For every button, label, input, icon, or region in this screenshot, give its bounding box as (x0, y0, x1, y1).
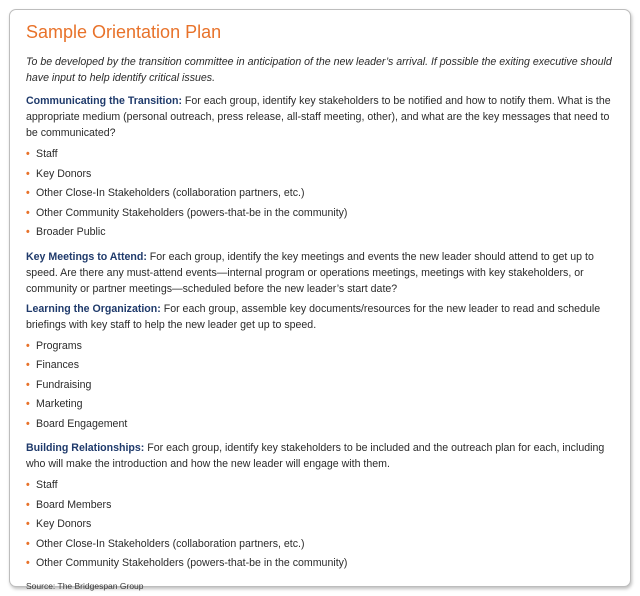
panel-content (26, 21, 618, 592)
section-heading: Key Meetings to Attend: (26, 250, 147, 263)
list-item (26, 415, 618, 435)
list-item (26, 376, 618, 396)
section-body: For each group, identify key stakeholders to be notified and how to notify them. What is the appropriate medium (personal outreach, press release, all-staff meeting, other), and what are the key messages that need to be communicated? (26, 95, 611, 139)
section-paragraph (26, 93, 618, 141)
list-item-label: Finances (36, 359, 79, 371)
bullet-icon: • (26, 557, 30, 569)
bullet-icon: • (26, 339, 30, 352)
section-paragraph (26, 249, 618, 297)
bullet-icon: • (26, 378, 30, 391)
bullet-icon: • (26, 417, 30, 430)
list-item-label: Marketing (36, 398, 83, 410)
list-item-label: Key Donors (36, 167, 92, 180)
bullet-icon: • (26, 148, 30, 160)
bullet-icon: • (26, 359, 30, 371)
bullet-icon: • (26, 498, 30, 511)
list-item (26, 184, 618, 204)
bullet-icon: • (26, 518, 30, 530)
section-paragraph (26, 440, 618, 472)
list-item (26, 165, 618, 185)
bullet-list (26, 476, 618, 574)
list-item-label: Staff (36, 148, 58, 160)
list-item-label: Other Close-In Stakeholders (collaboration partners, etc.) (36, 187, 305, 199)
section-body: For each group, identify the key meetings and events the new leader should attend to get up to speed. Are there any must-attend events—internal program or operations meetings, meetings with key stakeholders, or community or partner meetings—scheduled before the new leader’s start date? (26, 250, 594, 295)
list-item (26, 204, 618, 224)
bullet-icon: • (26, 167, 30, 180)
list-item-label: Key Donors (36, 518, 92, 530)
bullet-icon: • (26, 226, 30, 238)
bullet-list (26, 145, 618, 243)
source-note: Source: The Bridgespan Group (26, 580, 144, 591)
page-title: Sample Orientation Plan (26, 22, 222, 42)
section-body: For each group, assemble key documents/resources for the new leader to read and schedule briefings with key staff to help the new leader get up to speed. (26, 302, 601, 331)
orientation-plan-panel (9, 9, 631, 591)
bullet-icon: • (26, 479, 30, 491)
bullet-list (26, 337, 618, 435)
list-item-label: Fundraising (36, 378, 92, 391)
bullet-icon: • (26, 206, 30, 219)
list-item-label: Board Members (36, 498, 112, 511)
list-item (26, 337, 618, 357)
intro-text: To be developed by the transition committee in anticipation of the new leader’s arrival. If possible the exiting executive should have input to help identify critical issues. (26, 56, 612, 84)
list-item (26, 395, 618, 415)
section-heading: Learning the Organization: (26, 302, 161, 315)
list-item (26, 356, 618, 376)
list-item-label: Broader Public (36, 226, 106, 238)
section-heading: Communicating the Transition: (26, 95, 182, 107)
bullet-icon: • (26, 398, 30, 410)
list-item (26, 535, 618, 555)
list-item-label: Programs (36, 339, 82, 352)
section-paragraph (26, 301, 618, 333)
bullet-icon: • (26, 187, 30, 199)
list-item (26, 554, 618, 574)
list-item (26, 476, 618, 496)
list-item (26, 496, 618, 516)
bullet-icon: • (26, 537, 30, 550)
list-item-label: Board Engagement (36, 417, 128, 430)
list-item-label: Other Community Stakeholders (powers-that-be in the community) (36, 206, 348, 219)
section-body: For each group, identify key stakeholders to be included and the outreach plan for each, including who will make the introduction and how the new leader will engage with them. (26, 442, 605, 470)
section-heading: Building Relationships: (26, 442, 145, 454)
list-item-label: Staff (36, 479, 58, 491)
list-item-label: Other Community Stakeholders (powers-that-be in the community) (36, 557, 348, 569)
list-item (26, 223, 618, 243)
list-item-label: Other Close-In Stakeholders (collaboration partners, etc.) (36, 537, 305, 550)
list-item (26, 145, 618, 165)
list-item (26, 515, 618, 535)
sections-container (26, 93, 618, 574)
